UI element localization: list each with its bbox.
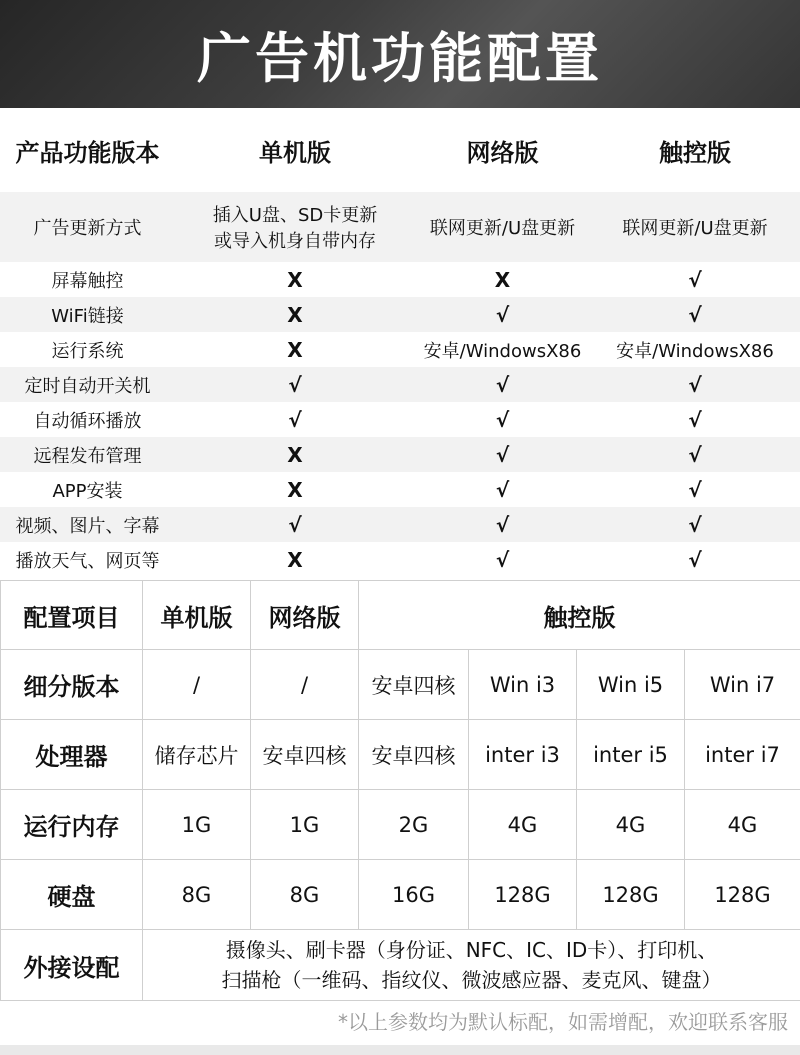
feature-table-header [0,108,800,192]
feature-cell: X [175,542,415,577]
spec-cell: 安卓四核 [251,720,359,790]
external-devices-cell [143,930,800,1001]
feature-cell: √ [590,507,800,542]
feature-cell: √ [590,367,800,402]
feature-row [0,542,800,577]
spec-header-cell: 单机版 [143,581,251,650]
feature-cell: √ [590,402,800,437]
spec-header-cell: 触控版 [359,581,800,650]
spec-row [1,720,800,790]
spec-cell: 128G [577,860,685,930]
feature-cell: X [175,437,415,472]
feature-cell: √ [590,542,800,577]
feature-cell: 安卓/WindowsX86 [590,332,800,367]
spec-cell: 8G [143,860,251,930]
feature-label: 播放天气、网页等 [0,542,175,577]
feature-cell: √ [415,507,590,542]
spec-row-external [1,930,800,1001]
feature-cell: √ [415,402,590,437]
spec-cell: 4G [469,790,577,860]
spec-row [1,860,800,930]
feature-row [0,192,800,262]
spec-cell: 128G [469,860,577,930]
feature-row [0,367,800,402]
feature-cell: √ [175,507,415,542]
feature-cell: √ [590,262,800,297]
spec-cell: Win i3 [469,650,577,720]
feature-label: 运行系统 [0,332,175,367]
feature-cell: X [415,262,590,297]
feature-label: 自动循环播放 [0,402,175,437]
spec-cell: / [251,650,359,720]
spec-header-cell: 配置项目 [1,581,143,650]
spec-cell: 4G [685,790,800,860]
footnote: *以上参数均为默认标配，如需增配，欢迎联系客服 [338,1010,788,1034]
feature-cell: √ [590,472,800,507]
feature-cell: √ [415,297,590,332]
external-devices-line: 扫描枪（一维码、指纹仪、微波感应器、麦克风、键盘） [221,968,722,992]
spec-cell: inter i7 [685,720,800,790]
feature-label: 广告更新方式 [0,192,175,262]
spec-cell: 1G [143,790,251,860]
spec-table [0,580,800,1001]
feature-header-cell: 触控版 [590,108,800,192]
feature-cell: √ [175,402,415,437]
spec-row-label: 细分版本 [1,650,143,720]
feature-cell: 联网更新/U盘更新 [590,192,800,262]
page-title: 广告机功能配置 [197,26,603,90]
feature-label: WiFi链接 [0,297,175,332]
feature-cell: √ [415,472,590,507]
spec-row [1,790,800,860]
feature-cell: √ [415,367,590,402]
bottom-strip [0,1045,800,1055]
spec-cell: inter i5 [577,720,685,790]
spec-cell: 4G [577,790,685,860]
spec-row [1,650,800,720]
feature-cell: X [175,332,415,367]
feature-cell: 联网更新/U盘更新 [415,192,590,262]
title-banner [0,0,800,108]
feature-label: 视频、图片、字幕 [0,507,175,542]
feature-cell: √ [175,367,415,402]
spec-cell: Win i7 [685,650,800,720]
feature-label: APP安装 [0,472,175,507]
feature-cell-line: 插入U盘、SD卡更新 [212,205,378,226]
feature-row [0,262,800,297]
feature-cell: X [175,262,415,297]
feature-header-cell: 网络版 [415,108,590,192]
spec-cell: 2G [359,790,469,860]
feature-label: 屏幕触控 [0,262,175,297]
spec-row-label: 处理器 [1,720,143,790]
feature-cell: √ [415,542,590,577]
feature-cell [175,192,415,262]
spec-cell: 16G [359,860,469,930]
feature-cell: 安卓/WindowsX86 [415,332,590,367]
spec-cell: 安卓四核 [359,720,469,790]
spec-cell: inter i3 [469,720,577,790]
spec-header-cell: 网络版 [251,581,359,650]
spec-cell: 1G [251,790,359,860]
feature-header-cell: 产品功能版本 [0,108,175,192]
feature-row [0,437,800,472]
spec-row-label: 外接设配 [1,930,143,1001]
feature-cell-line: 或导入机身自带内存 [214,231,376,252]
feature-label: 定时自动开关机 [0,367,175,402]
feature-row [0,402,800,437]
spec-cell: 储存芯片 [143,720,251,790]
spec-cell: Win i5 [577,650,685,720]
spec-cell: 安卓四核 [359,650,469,720]
feature-row [0,472,800,507]
spec-row-label: 硬盘 [1,860,143,930]
feature-cell: √ [590,437,800,472]
feature-cell: √ [415,437,590,472]
feature-header-cell: 单机版 [175,108,415,192]
feature-row [0,332,800,367]
spec-cell: 128G [685,860,800,930]
spec-table-header [1,581,800,650]
feature-cell: X [175,297,415,332]
feature-table [0,108,800,577]
spec-cell: 8G [251,860,359,930]
spec-cell: / [143,650,251,720]
feature-cell: √ [590,297,800,332]
spec-row-label: 运行内存 [1,790,143,860]
feature-cell: X [175,472,415,507]
feature-row [0,507,800,542]
feature-row [0,297,800,332]
external-devices-line: 摄像头、刷卡器（身份证、NFC、IC、ID卡）、打印机、 [225,938,718,962]
feature-label: 远程发布管理 [0,437,175,472]
